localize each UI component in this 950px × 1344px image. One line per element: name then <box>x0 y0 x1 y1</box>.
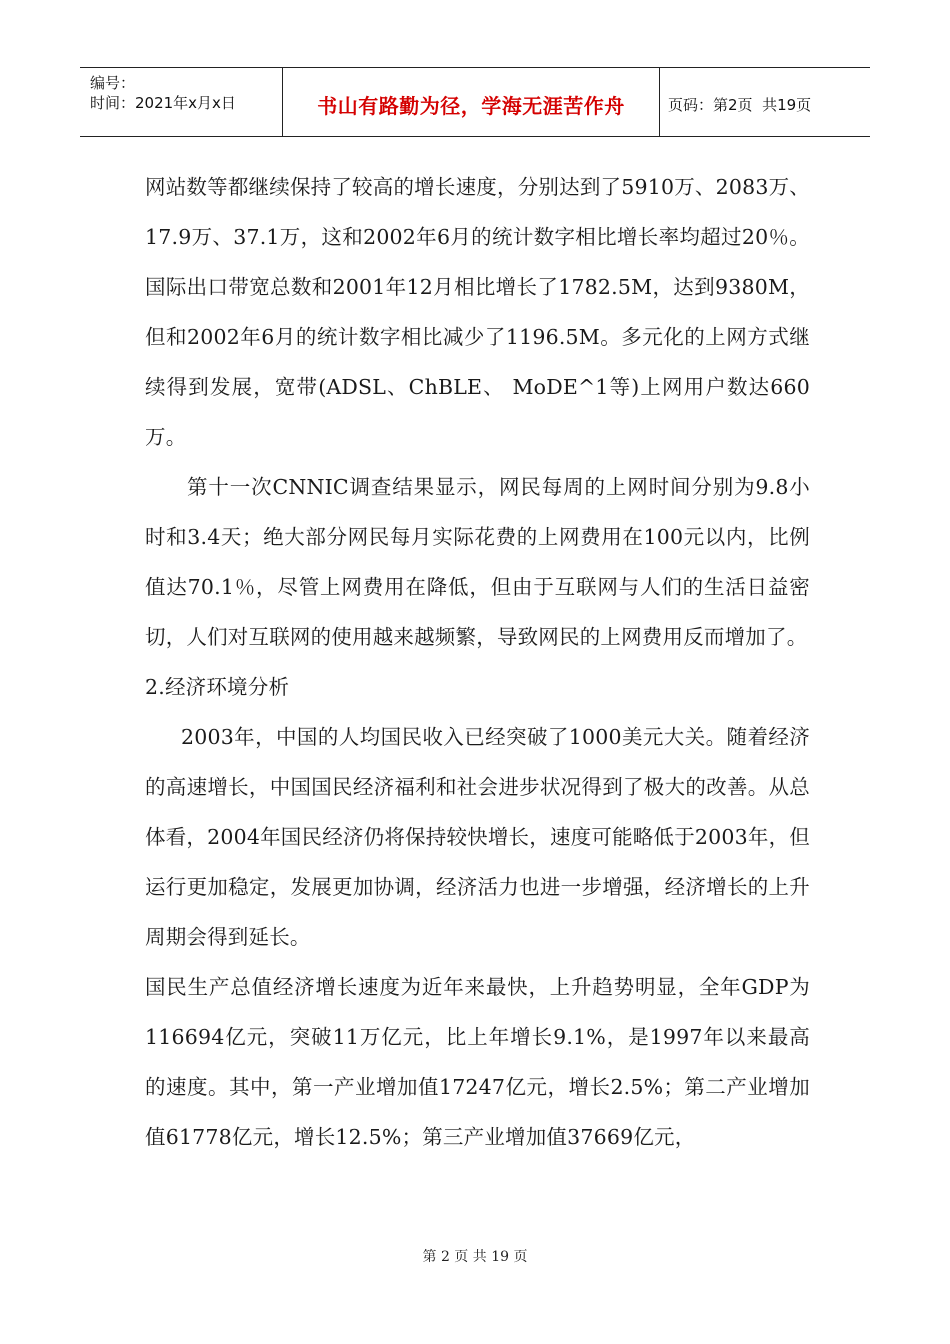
header-motto-cell <box>283 68 660 136</box>
header-page-info: 页码：第2页 共19页 <box>668 95 812 114</box>
document-number-label: 编号： <box>90 74 136 92</box>
header-meta-cell <box>80 68 283 136</box>
header-motto: 书山有路勤为径，学海无涯苦作舟 <box>317 93 625 118</box>
page-header <box>80 67 870 137</box>
body-paragraph: 网站数等都继续保持了较高的增长速度，分别达到了5910万、2083万、17.9万、37.1万，这和2002年6月的统计数字相比增长率均超过20％。国际出口带宽总数和2001年12月相比增长了1782.5M，达到9380M，但和2002年6月的统计数字相比减少了1196.5M。多元化的上网方式继续得到发展，宽带(ADSL、ChBLE、 MoDE^1等)上网用户数达660万。 <box>145 175 810 449</box>
body-paragraph: 2003年，中国的人均国民收入已经突破了1000美元大关。随着经济的高速增长，中国国民经济福利和社会进步状况得到了极大的改善。从总体看，2004年国民经济仍将保持较快增长，速度可能略低于2003年，但运行更加稳定，发展更加协调，经济活力也进一步增强，经济增长的上升周期会得到延长。 <box>145 725 810 949</box>
body-paragraph: 国民生产总值经济增长速度为近年来最快，上升趋势明显，全年GDP为116694亿元，突破11万亿元，比上年增长9.1%，是1997年以来最高的速度。其中，第一产业增加值17247亿元，增长2.5%；第二产业增加值61778亿元，增长12.5%；第三产业增加值37669亿元， <box>145 975 810 1149</box>
page-footer: 第 2 页 共 19 页 <box>422 1249 528 1265</box>
document-time-label: 时间：2021年x月x日 <box>90 94 236 112</box>
body-paragraph: 第十一次CNNIC调查结果显示，网民每周的上网时间分别为9.8小时和3.4天；绝大部分网民每月实际花费的上网费用在100元以内，比例值达70.1％，尽管上网费用在降低，但由于互联网与人们的生活日益密切，人们对互联网的使用越来越频繁，导致网民的上网费用反而增加了。 <box>145 475 810 649</box>
section-heading: 2.经济环境分析 <box>145 675 290 699</box>
header-page-cell <box>660 68 870 136</box>
document-body <box>145 162 810 1162</box>
